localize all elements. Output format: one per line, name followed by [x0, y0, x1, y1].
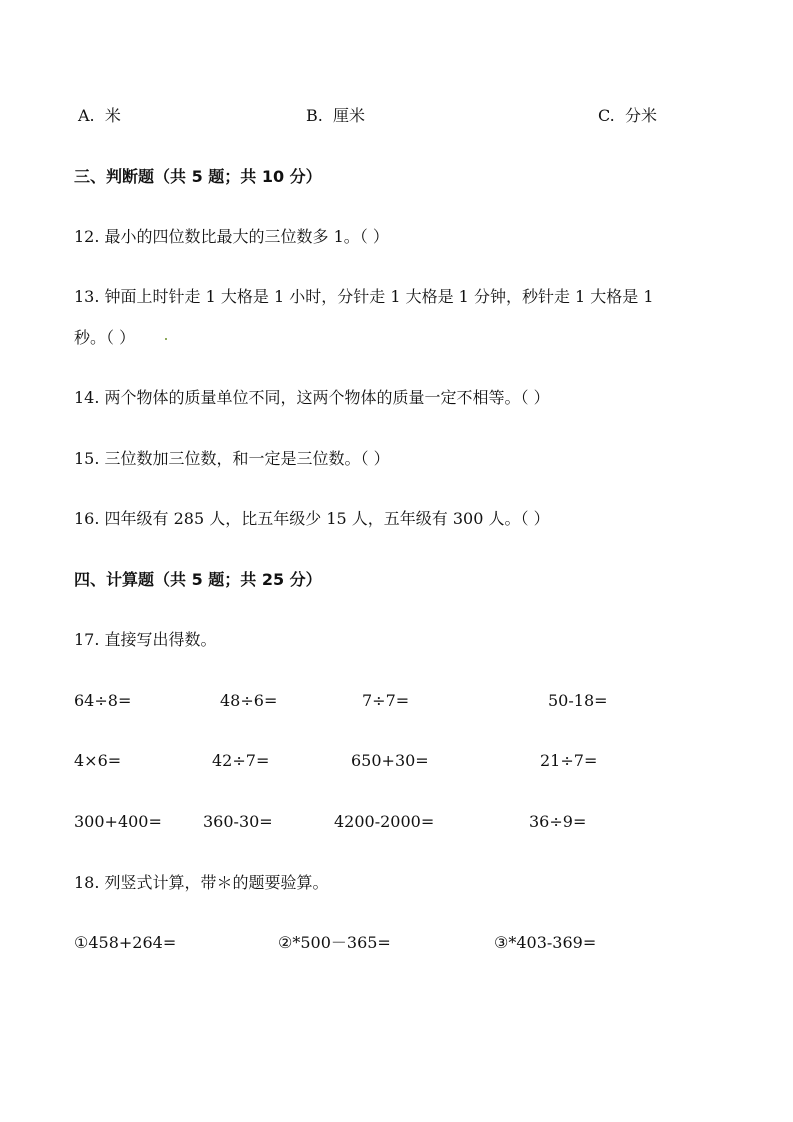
option-c — [598, 106, 657, 126]
vertical-calc-3: ③*403-369= — [494, 933, 597, 952]
option-a-letter: A. — [78, 106, 95, 125]
calc-r2-c1: 4×6= — [74, 751, 122, 770]
calc-r3-c1: 300+400= — [74, 812, 162, 831]
option-a-text: 米 — [104, 106, 121, 125]
calc-r3-c4: 36÷9= — [529, 812, 587, 831]
calc-r1-c1: 64÷8= — [74, 691, 132, 710]
option-c-letter: C. — [598, 106, 615, 125]
question-17-title: 17. 直接写出得数。 — [74, 630, 217, 649]
option-b-text: 厘米 — [333, 106, 366, 125]
question-15: 15. 三位数加三位数，和一定是三位数。（ ） — [74, 449, 390, 468]
calc-r3-c3: 4200-2000= — [334, 812, 435, 831]
option-a — [78, 106, 121, 126]
stray-mark — [165, 338, 167, 340]
vertical-calc-2: ②*500－365= — [278, 933, 391, 952]
calc-r2-c4: 21÷7= — [540, 751, 598, 770]
question-16: 16. 四年级有 285 人，比五年级少 15 人，五年级有 300 人。（ ） — [74, 509, 550, 528]
option-b-letter: B. — [306, 106, 323, 125]
option-b — [306, 106, 365, 126]
section-4-heading: 四、计算题（共 5 题；共 25 分） — [74, 570, 322, 589]
calc-r2-c2: 42÷7= — [212, 751, 270, 770]
question-18-title: 18. 列竖式计算，带＊的题要验算。 — [74, 873, 329, 892]
calc-r3-c2: 360-30= — [203, 812, 273, 831]
question-13-cont: 秒。（ ） — [74, 328, 136, 347]
question-12: 12. 最小的四位数比最大的三位数多 1。（ ） — [74, 227, 389, 246]
calc-r1-c3: 7÷7= — [362, 691, 410, 710]
calc-r2-c3: 650+30= — [351, 751, 429, 770]
calc-r1-c4: 50-18= — [548, 691, 608, 710]
section-3-heading: 三、判断题（共 5 题；共 10 分） — [74, 167, 322, 186]
question-14: 14. 两个物体的质量单位不同，这两个物体的质量一定不相等。（ ） — [74, 388, 550, 407]
vertical-calc-1: ①458+264= — [74, 933, 177, 952]
calc-r1-c2: 48÷6= — [220, 691, 278, 710]
question-13: 13. 钟面上时针走 1 大格是 1 小时，分针走 1 大格是 1 分钟，秒针走 1 大格是 1 — [74, 287, 654, 306]
option-c-text: 分米 — [624, 106, 657, 125]
